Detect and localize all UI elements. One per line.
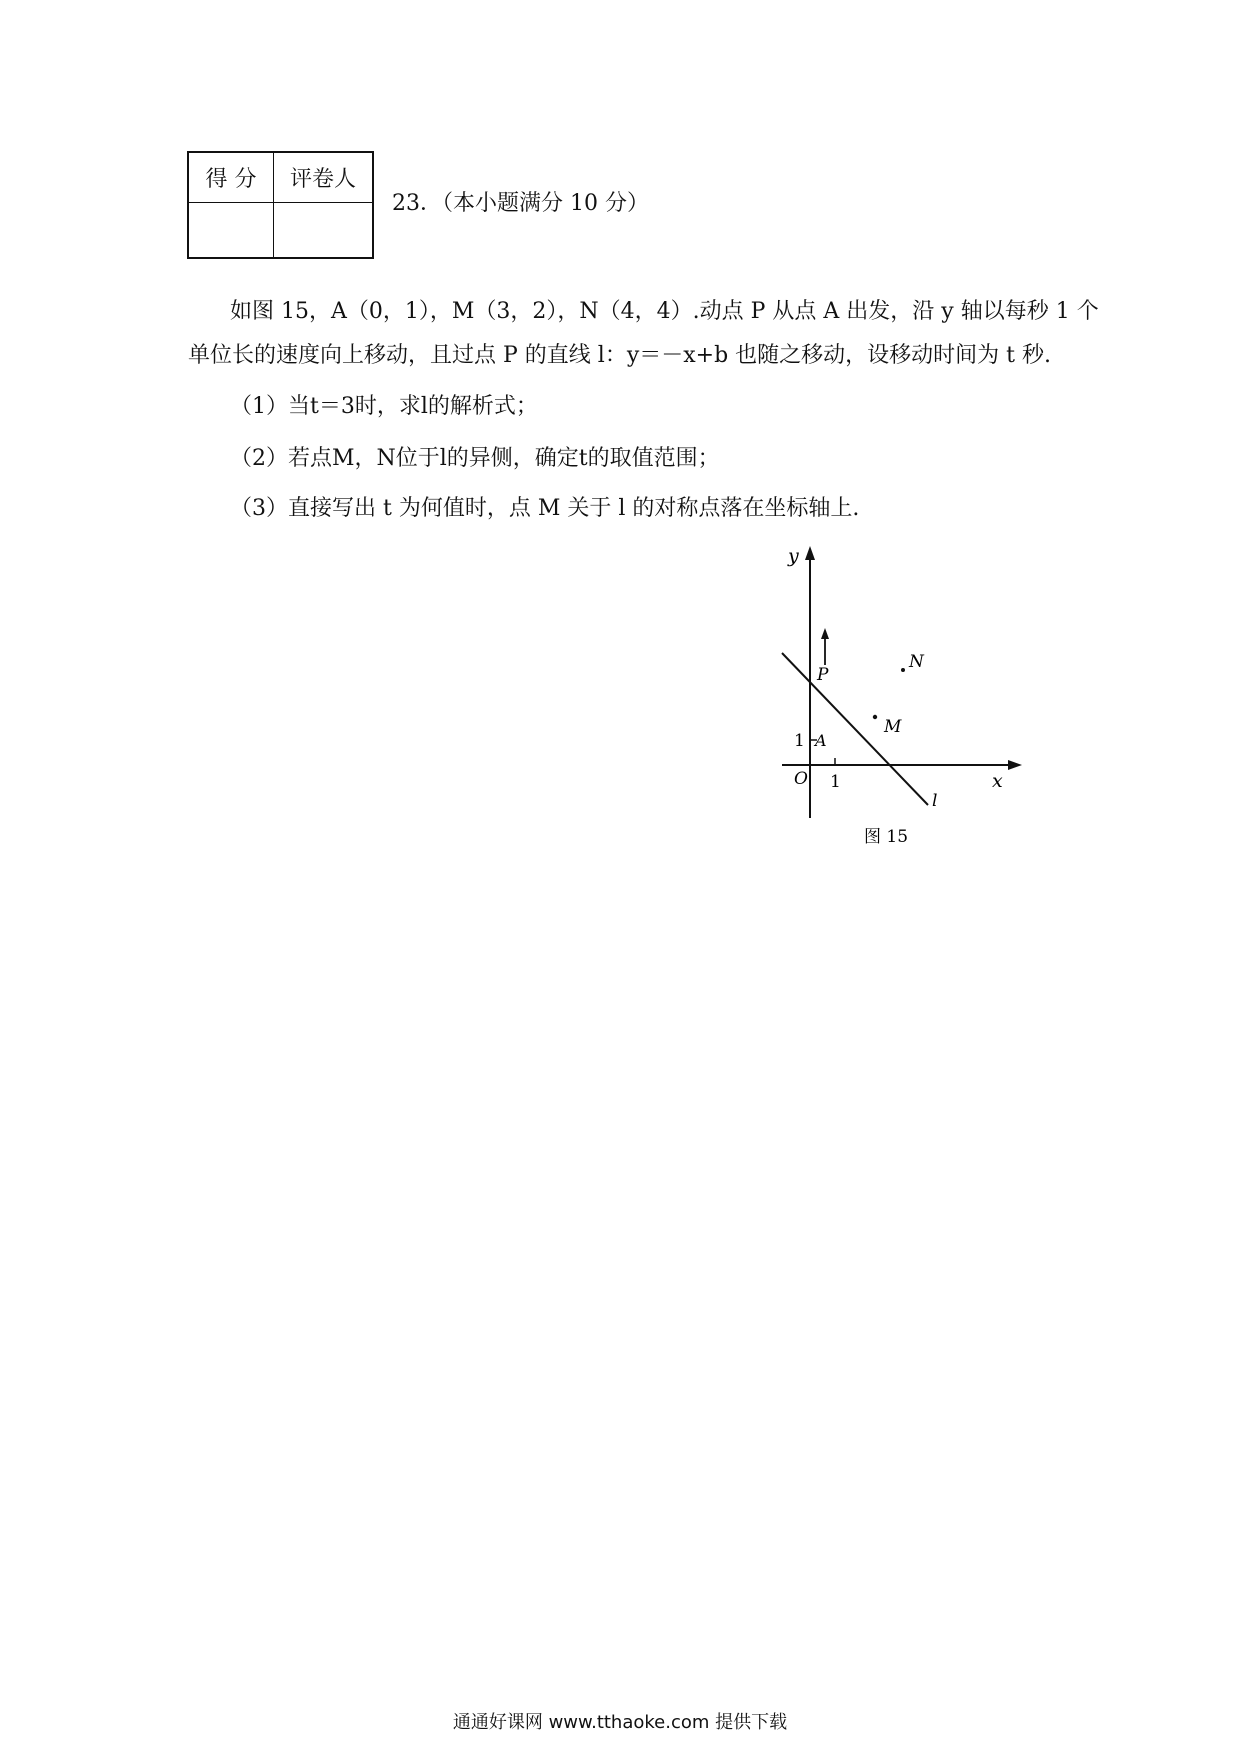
y-tick-label: 1	[794, 731, 805, 751]
p-motion-arrowhead	[821, 628, 829, 639]
x-axis-arrow	[1008, 760, 1022, 770]
y-axis-label: y	[788, 545, 799, 567]
line-l-label: l	[932, 791, 938, 811]
figure-caption: 图 15	[864, 827, 909, 847]
point-n	[901, 668, 905, 672]
score-table	[187, 151, 374, 259]
question-part-2: （2）若点M，N位于l的异侧，确定t的取值范围；	[230, 446, 720, 471]
question-text-line-2: 单位长的速度向上移动，且过点 P 的直线 l：y＝－x+b 也随之移动，设移动时间为 t 秒.	[188, 343, 1051, 368]
question-text-line-1: 如图 15，A（0，1），M（3，2），N（4，4）.动点 P 从点 A 出发，沿 y 轴以每秒 1 个	[230, 299, 1099, 324]
point-p-label: P	[817, 665, 829, 685]
grader-header: 评卷人	[274, 153, 372, 203]
score-cell	[189, 203, 274, 257]
footer-text: 通通好课网 www.tthaoke.com 提供下载	[452, 1712, 788, 1733]
x-axis-label: x	[992, 770, 1003, 792]
question-heading: 23．（本小题满分 10 分）	[392, 191, 649, 216]
coordinate-figure	[770, 540, 1030, 850]
question-part-1: （1）当t＝3时，求l的解析式；	[230, 394, 538, 419]
question-part-3: （3）直接写出 t 为何值时，点 M 关于 l 的对称点落在坐标轴上.	[230, 496, 860, 521]
y-axis-arrow	[805, 546, 815, 560]
point-n-label: N	[909, 652, 924, 672]
x-tick-label: 1	[830, 772, 841, 792]
point-m-label: M	[884, 717, 902, 737]
grader-cell	[274, 203, 372, 257]
score-header: 得 分	[189, 153, 274, 203]
point-m	[873, 715, 877, 719]
point-a-label: A	[815, 731, 827, 750]
origin-label: O	[794, 769, 808, 789]
